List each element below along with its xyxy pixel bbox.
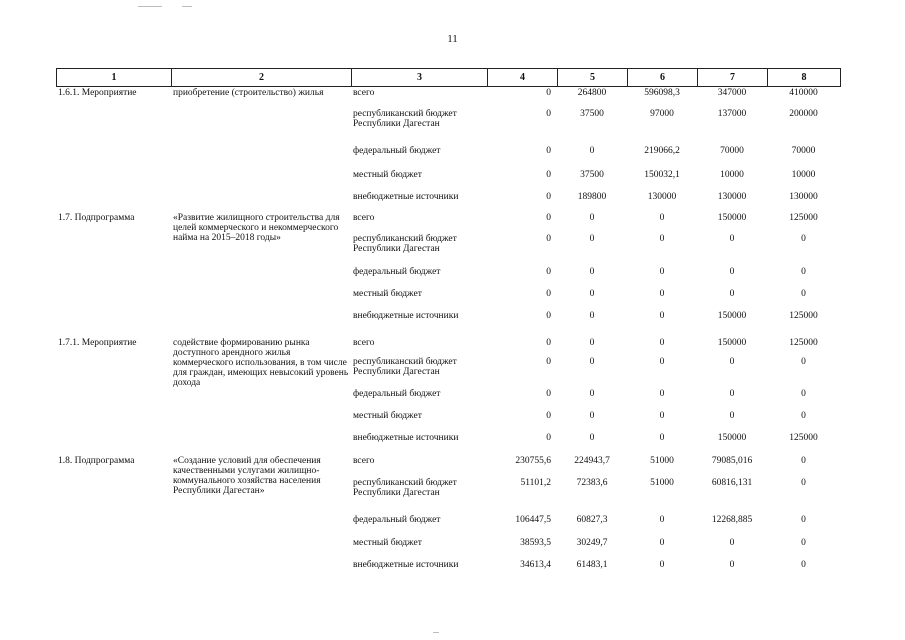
value-cell: 0 xyxy=(546,146,551,156)
value-cell: 0 xyxy=(589,213,595,223)
column-header: 8 xyxy=(768,69,841,87)
value-cell: 0 xyxy=(801,389,806,399)
value-cell: 0 xyxy=(589,267,595,277)
value-cell: 0 xyxy=(589,146,595,156)
value-cell: 125000 xyxy=(789,213,818,223)
value-cell: 125000 xyxy=(789,311,818,321)
value-cell: 0 xyxy=(659,411,665,421)
item-name: «Развитие жилищного строительства для целей коммерческого и некоммерческого найма на 2015–2018 годы» xyxy=(173,213,340,243)
value-cell: 200000 xyxy=(789,109,818,119)
table-row xyxy=(56,338,840,357)
value-cell: 0 xyxy=(546,109,551,119)
value-cell: 0 xyxy=(729,411,735,421)
value-cell: 0 xyxy=(801,411,806,421)
source-label: всего xyxy=(353,338,375,348)
value-cell: 60827,3 xyxy=(576,515,608,525)
value-cell: 189800 xyxy=(577,192,607,202)
column-header: 1 xyxy=(57,69,172,87)
item-name: содействие формированию рынка доступного арендного жилья коммерческого использования, в том числе для граждан, имеющих невысокий уровень дохода xyxy=(173,338,349,388)
value-cell: 0 xyxy=(659,213,665,223)
column-header-row xyxy=(57,69,841,87)
value-cell: 0 xyxy=(729,389,735,399)
scan-artifact xyxy=(138,6,162,7)
value-cell: 0 xyxy=(546,289,551,299)
value-cell: 70000 xyxy=(791,146,816,156)
column-header: 3 xyxy=(352,69,488,87)
column-header: 2 xyxy=(172,69,352,87)
value-cell: 264800 xyxy=(577,88,607,98)
value-cell: 130000 xyxy=(647,192,677,202)
column-header: 7 xyxy=(698,69,768,87)
value-cell: 10000 xyxy=(720,170,744,180)
value-cell: 0 xyxy=(546,234,551,244)
source-label: всего xyxy=(353,456,375,466)
value-cell: 34613,4 xyxy=(520,560,551,570)
value-cell: 0 xyxy=(729,560,735,570)
scan-artifact xyxy=(433,632,439,633)
item-code: 1.7. Подпрограмма xyxy=(58,213,135,223)
value-cell: 51000 xyxy=(650,456,674,466)
source-label: федеральный бюджет xyxy=(353,267,441,277)
column-header: 5 xyxy=(558,69,628,87)
value-cell: 0 xyxy=(801,267,806,277)
value-cell: 0 xyxy=(659,433,665,443)
source-label: всего xyxy=(353,213,375,223)
item-name: «Создание условий для обеспечения качественными услугами жилищно-коммунального хозяйства населения Республики Дагестан» xyxy=(173,456,321,496)
value-cell: 150000 xyxy=(717,433,747,443)
table-row xyxy=(56,213,840,234)
value-cell: 0 xyxy=(659,289,665,299)
column-header: 4 xyxy=(488,69,558,87)
source-label: республиканский бюджет Республики Дагестан xyxy=(353,109,457,129)
value-cell: 0 xyxy=(546,338,551,348)
value-cell: 347000 xyxy=(717,88,747,98)
source-label: федеральный бюджет xyxy=(353,515,441,525)
value-cell: 0 xyxy=(589,311,595,321)
source-label: республиканский бюджет Республики Дагестан xyxy=(353,357,457,377)
item-code: 1.7.1. Мероприятие xyxy=(58,338,137,348)
value-cell: 0 xyxy=(801,456,806,466)
value-cell: 0 xyxy=(589,389,595,399)
value-cell: 79085,016 xyxy=(711,456,753,466)
value-cell: 0 xyxy=(546,433,551,443)
item-name: приобретение (строительство) жилья xyxy=(173,88,324,98)
value-cell: 0 xyxy=(729,267,735,277)
table-row xyxy=(56,88,840,109)
source-label: местный бюджет xyxy=(353,538,422,548)
value-cell: 51000 xyxy=(650,478,674,488)
value-cell: 60816,131 xyxy=(711,478,753,488)
value-cell: 0 xyxy=(546,213,551,223)
column-header-table xyxy=(56,68,841,87)
value-cell: 0 xyxy=(589,289,595,299)
value-cell: 596098,3 xyxy=(644,88,680,98)
value-cell: 0 xyxy=(589,433,595,443)
value-cell: 106447,5 xyxy=(515,515,551,525)
value-cell: 0 xyxy=(546,311,551,321)
source-label: республиканский бюджет Республики Дагестан xyxy=(353,234,457,254)
value-cell: 51101,2 xyxy=(520,478,551,488)
value-cell: 38593,5 xyxy=(520,538,551,548)
value-cell: 0 xyxy=(546,389,551,399)
value-cell: 0 xyxy=(729,538,735,548)
value-cell: 61483,1 xyxy=(576,560,608,570)
value-cell: 0 xyxy=(546,411,551,421)
column-header: 6 xyxy=(628,69,698,87)
value-cell: 0 xyxy=(659,538,665,548)
source-label: внебюджетные источники xyxy=(353,433,459,443)
value-cell: 0 xyxy=(659,515,665,525)
value-cell: 230755,6 xyxy=(515,456,551,466)
value-cell: 410000 xyxy=(789,88,818,98)
value-cell: 30249,7 xyxy=(576,538,608,548)
value-cell: 130000 xyxy=(789,192,818,202)
value-cell: 0 xyxy=(589,411,595,421)
value-cell: 37500 xyxy=(580,109,604,119)
page-number: 11 xyxy=(447,33,458,45)
value-cell: 70000 xyxy=(720,146,744,156)
value-cell: 150000 xyxy=(717,213,747,223)
value-cell: 12268,885 xyxy=(711,515,753,525)
value-cell: 0 xyxy=(589,234,595,244)
value-cell: 0 xyxy=(546,170,551,180)
value-cell: 97000 xyxy=(650,109,674,119)
value-cell: 125000 xyxy=(789,433,818,443)
funding-table xyxy=(56,88,840,582)
source-label: федеральный бюджет xyxy=(353,146,441,156)
value-cell: 0 xyxy=(729,357,735,367)
source-label: внебюджетные источники xyxy=(353,560,459,570)
value-cell: 0 xyxy=(729,289,735,299)
source-label: всего xyxy=(353,88,375,98)
source-label: местный бюджет xyxy=(353,170,422,180)
value-cell: 0 xyxy=(801,289,806,299)
value-cell: 37500 xyxy=(580,170,604,180)
value-cell: 137000 xyxy=(717,109,747,119)
value-cell: 150000 xyxy=(717,311,747,321)
value-cell: 10000 xyxy=(791,170,816,180)
source-label: республиканский бюджет Республики Дагестан xyxy=(353,478,457,498)
value-cell: 0 xyxy=(659,389,665,399)
value-cell: 0 xyxy=(546,88,551,98)
value-cell: 0 xyxy=(546,192,551,202)
value-cell: 0 xyxy=(659,357,665,367)
value-cell: 0 xyxy=(659,267,665,277)
value-cell: 0 xyxy=(659,234,665,244)
value-cell: 0 xyxy=(659,338,665,348)
source-label: внебюджетные источники xyxy=(353,311,459,321)
source-label: федеральный бюджет xyxy=(353,389,441,399)
source-label: внебюджетные источники xyxy=(353,192,459,202)
value-cell: 0 xyxy=(729,234,735,244)
value-cell: 150032,1 xyxy=(644,170,680,180)
value-cell: 0 xyxy=(801,357,806,367)
value-cell: 0 xyxy=(589,338,595,348)
source-label: местный бюджет xyxy=(353,411,422,421)
value-cell: 130000 xyxy=(717,192,747,202)
value-cell: 0 xyxy=(801,538,806,548)
item-code: 1.8. Подпрограмма xyxy=(58,456,135,466)
value-cell: 150000 xyxy=(717,338,747,348)
value-cell: 219066,2 xyxy=(644,146,680,156)
value-cell: 72383,6 xyxy=(576,478,608,488)
value-cell: 0 xyxy=(659,311,665,321)
item-code: 1.6.1. Мероприятие xyxy=(58,88,137,98)
value-cell: 0 xyxy=(589,357,595,367)
value-cell: 0 xyxy=(546,357,551,367)
value-cell: 0 xyxy=(801,515,806,525)
value-cell: 125000 xyxy=(789,338,818,348)
value-cell: 0 xyxy=(546,267,551,277)
value-cell: 0 xyxy=(659,560,665,570)
value-cell: 0 xyxy=(801,478,806,488)
value-cell: 0 xyxy=(801,234,806,244)
value-cell: 0 xyxy=(801,560,806,570)
source-label: местный бюджет xyxy=(353,289,422,299)
scan-artifact xyxy=(182,6,192,7)
value-cell: 224943,7 xyxy=(574,456,610,466)
table-row xyxy=(56,456,840,478)
